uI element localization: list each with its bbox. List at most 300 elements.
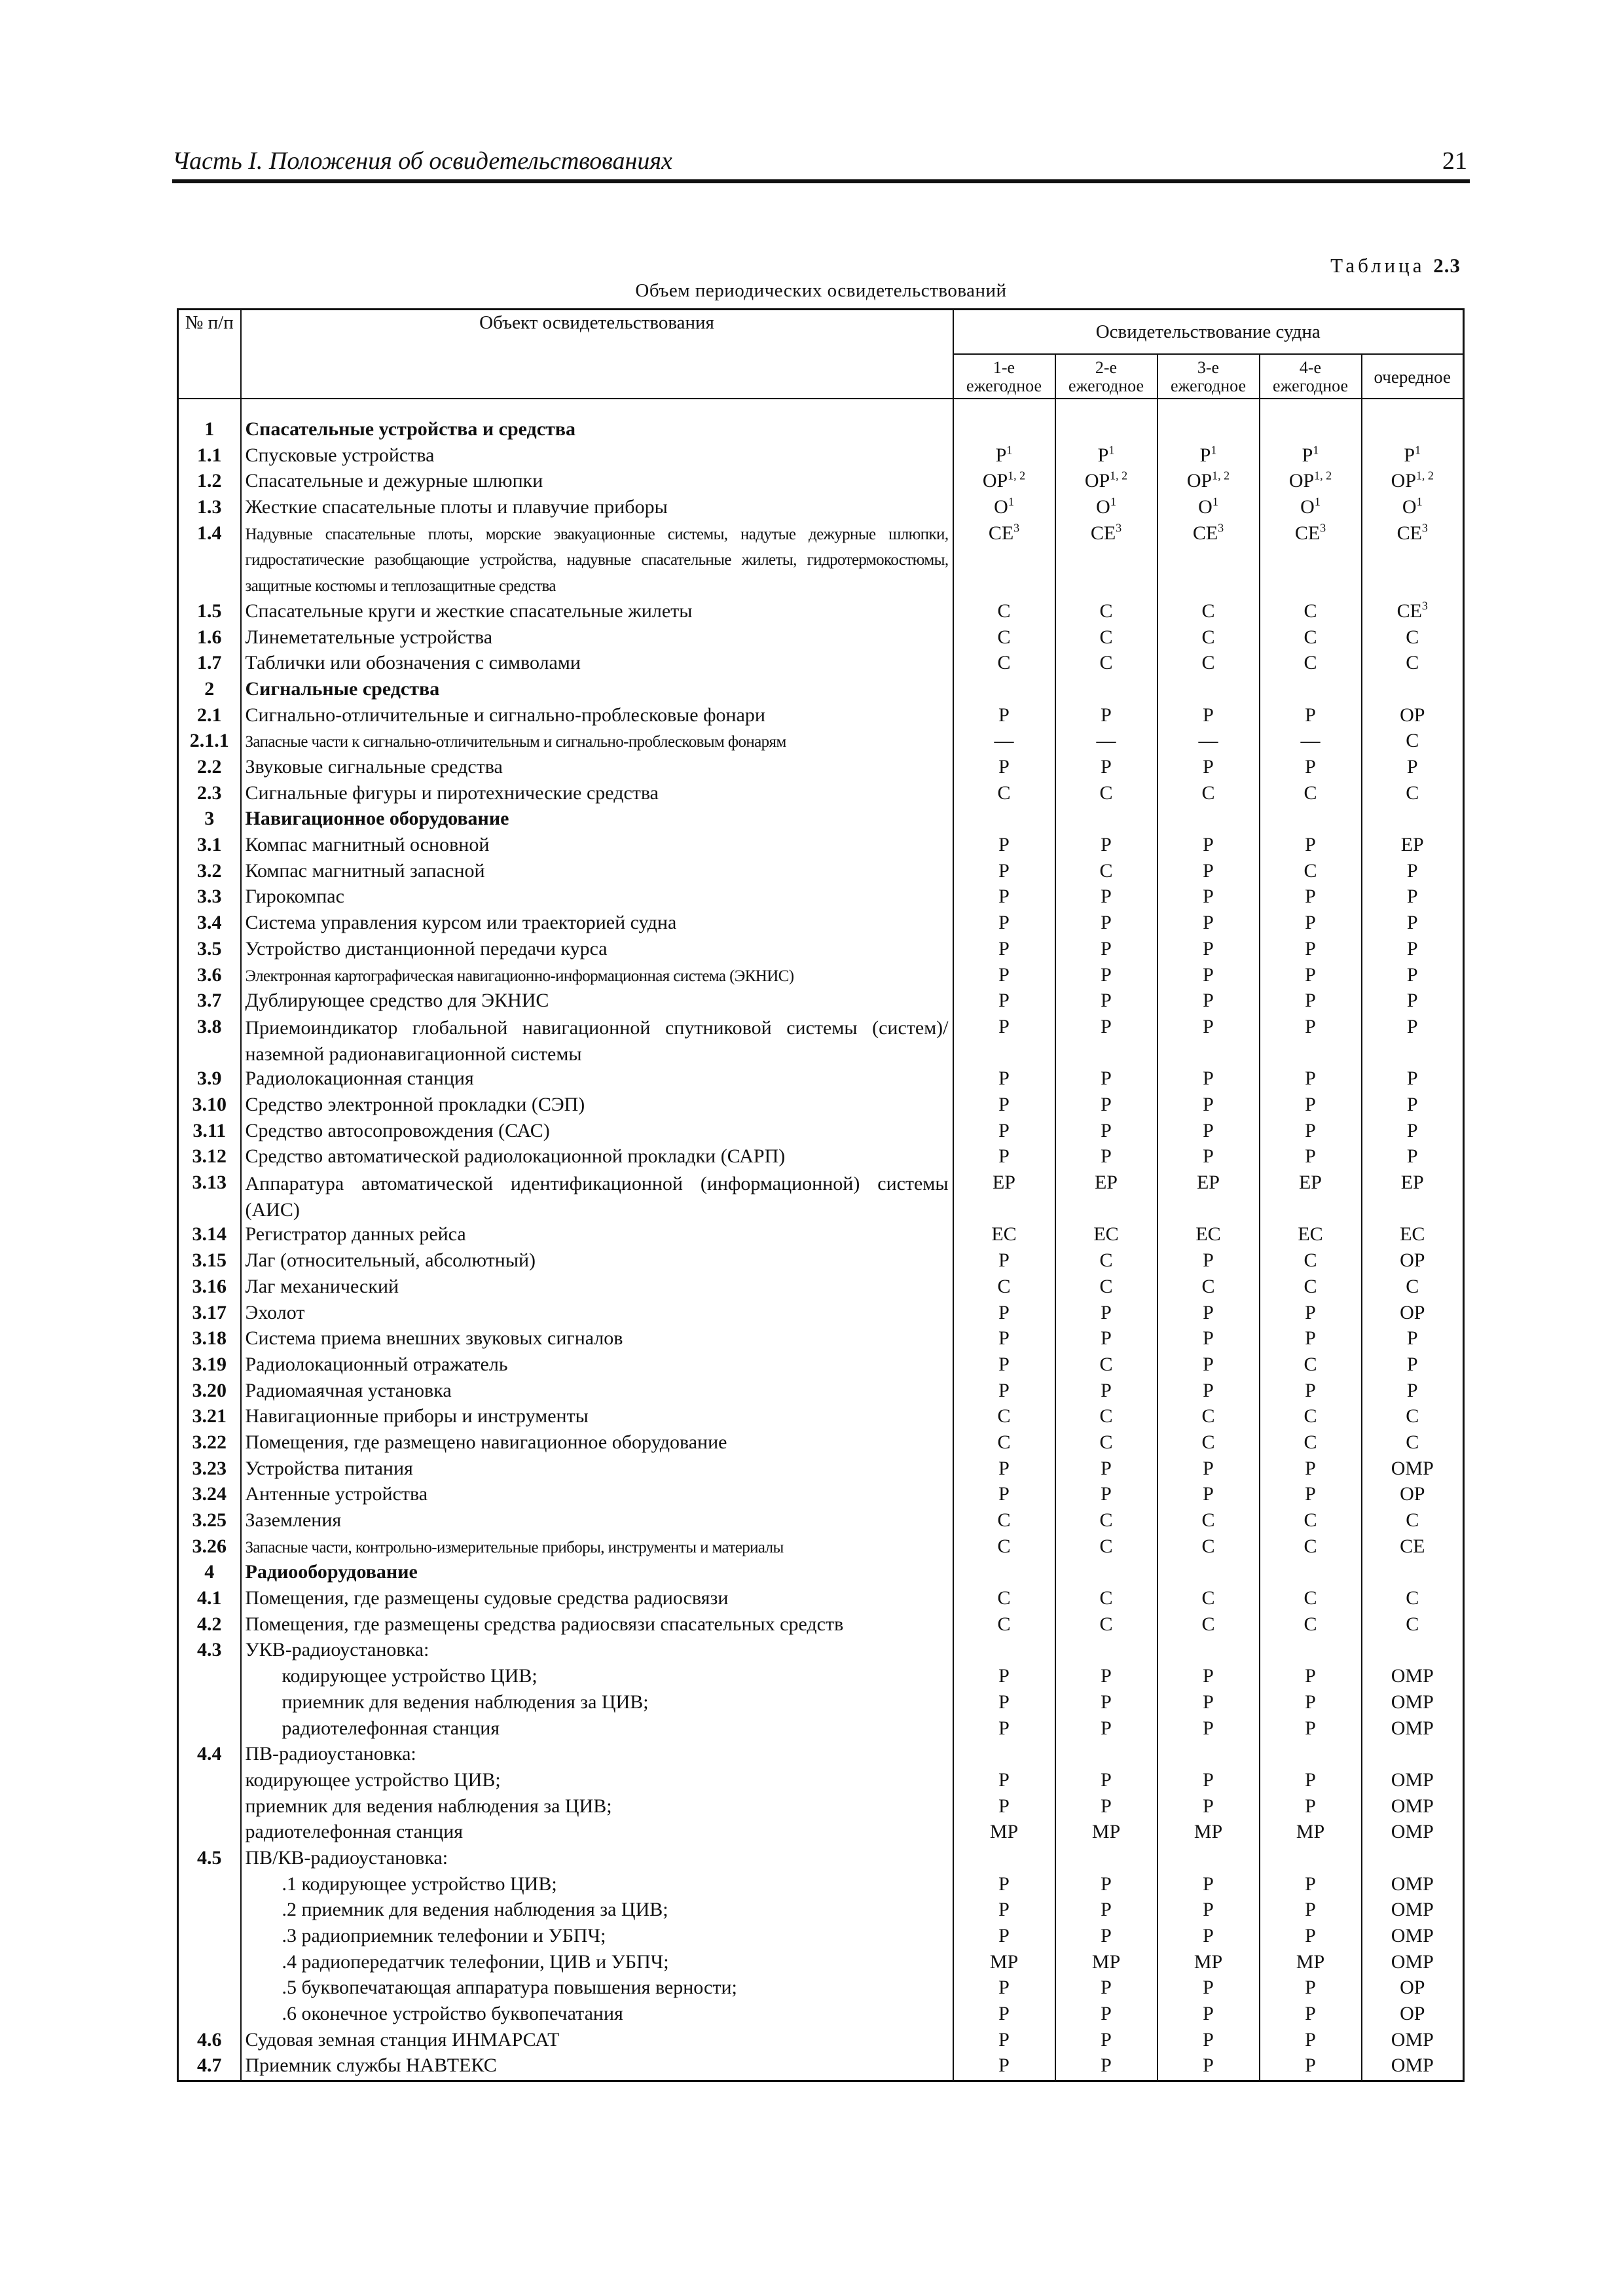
- survey-cell: C: [1055, 626, 1158, 652]
- survey-cell: P: [1158, 1795, 1260, 1821]
- table-row: [178, 1119, 1464, 1145]
- survey-cell: P: [1260, 1924, 1362, 1950]
- object-name: Средство автосопровождения (САС): [241, 1119, 953, 1145]
- object-name: кодирующее устройство ЦИВ;: [241, 1768, 953, 1795]
- survey-cell: EP: [1362, 1171, 1464, 1223]
- table-row: [178, 1820, 1464, 1846]
- table-row: [178, 963, 1464, 990]
- header-sub-4: [1260, 354, 1362, 399]
- table-title: Объем периодических освидетельствований: [635, 280, 1007, 301]
- row-number: 3.23: [178, 1457, 241, 1483]
- survey-cell: P: [1362, 859, 1464, 886]
- object-name: Приемник службы НАВТЕКС: [241, 2054, 953, 2081]
- table-row: [178, 807, 1464, 833]
- survey-cell: C: [1260, 1587, 1362, 1613]
- survey-cell: C: [1260, 1535, 1362, 1561]
- table-row: [178, 1587, 1464, 1613]
- survey-cell: P: [1260, 1093, 1362, 1119]
- survey-cell: P: [1260, 1691, 1362, 1717]
- survey-cell: P: [1055, 937, 1158, 963]
- survey-cell: C: [1055, 781, 1158, 808]
- survey-cell: P: [953, 1691, 1055, 1717]
- survey-code: CE: [1090, 522, 1116, 544]
- object-name: Навигационные приборы и инструменты: [241, 1405, 953, 1431]
- survey-cell: C: [1158, 1535, 1260, 1561]
- survey-cell: P: [953, 1119, 1055, 1145]
- table-row: [178, 1664, 1464, 1691]
- survey-cell: P: [1055, 989, 1158, 1015]
- table-row: [178, 1535, 1464, 1561]
- survey-cell: P: [1362, 1015, 1464, 1067]
- subheader-ordinal: 1-е: [993, 358, 1015, 377]
- header-sub-2: [1055, 354, 1158, 399]
- survey-cell: [1055, 1846, 1158, 1873]
- survey-cell: P: [1055, 1924, 1158, 1950]
- survey-cell: C: [1158, 1275, 1260, 1301]
- survey-cell: P: [1260, 1457, 1362, 1483]
- survey-cell: C: [1158, 1587, 1260, 1613]
- survey-cell: [1158, 444, 1260, 470]
- survey-cell: P: [1055, 1457, 1158, 1483]
- object-name: кодирующее устройство ЦИВ;: [241, 1664, 953, 1691]
- object-name: Радиолокационный отражатель: [241, 1353, 953, 1379]
- table-row: [178, 1275, 1464, 1301]
- footnote-ref: 1, 2: [1212, 469, 1230, 482]
- subheader-ordinal: 2-е: [1095, 358, 1118, 377]
- footnote-ref: 3: [1320, 521, 1326, 535]
- survey-cell: P: [953, 859, 1055, 886]
- table-row: [178, 833, 1464, 859]
- survey-cell: P: [953, 1898, 1055, 1924]
- table-row: [178, 1873, 1464, 1899]
- section-title: Радиооборудование: [241, 1560, 953, 1587]
- table-row: [178, 1560, 1464, 1587]
- survey-cell: P: [1260, 885, 1362, 911]
- object-name: Заземления: [241, 1509, 953, 1535]
- survey-cell: P: [1158, 1301, 1260, 1327]
- survey-cell: [1158, 522, 1260, 600]
- table-row: [178, 1717, 1464, 1743]
- survey-cell: C: [1158, 651, 1260, 677]
- row-number: 3.13: [178, 1171, 241, 1223]
- spacer-row: [178, 399, 1464, 418]
- table-row: [178, 1638, 1464, 1664]
- table-row: [178, 1353, 1464, 1379]
- table-label-word: Таблица: [1330, 254, 1425, 277]
- row-number: 3: [178, 807, 241, 833]
- table-row: [178, 755, 1464, 781]
- row-number: 4: [178, 1560, 241, 1587]
- survey-cell: [1362, 495, 1464, 522]
- survey-cell: C: [1362, 729, 1464, 755]
- row-number: 4.1: [178, 1587, 241, 1613]
- table-row: [178, 1067, 1464, 1093]
- survey-cell: P: [1158, 1482, 1260, 1509]
- survey-cell: P: [1158, 2028, 1260, 2054]
- survey-cell: P: [1158, 1457, 1260, 1483]
- survey-cell: [1055, 418, 1158, 444]
- table-row: [178, 1950, 1464, 1977]
- survey-cell: P: [1260, 1015, 1362, 1067]
- footnote-ref: 1: [1212, 495, 1218, 509]
- survey-cell: C: [1260, 1431, 1362, 1457]
- header-num-label: № п/п: [185, 312, 234, 333]
- object-name: ПВ-радиоустановка:: [241, 1742, 953, 1768]
- survey-cell: [1260, 418, 1362, 444]
- object-name: Компас магнитный запасной: [241, 859, 953, 886]
- survey-cell: P: [1158, 1976, 1260, 2002]
- running-title: Часть I. Положения об освидетельствованиях: [172, 147, 672, 175]
- survey-cell: [1362, 1742, 1464, 1768]
- survey-cell: P: [1260, 1664, 1362, 1691]
- survey-cell: [1158, 1846, 1260, 1873]
- table-row: [178, 495, 1464, 522]
- table-row: [178, 2054, 1464, 2081]
- survey-cell: [1158, 1742, 1260, 1768]
- survey-cell: MP: [1158, 1950, 1260, 1977]
- survey-code: CE: [1396, 600, 1422, 622]
- object-name: Помещения, где размещены судовые средства радиосвязи: [241, 1587, 953, 1613]
- survey-cell: [1260, 495, 1362, 522]
- survey-cell: P: [1158, 1119, 1260, 1145]
- survey-cell: C: [1362, 1509, 1464, 1535]
- row-number: 3.16: [178, 1275, 241, 1301]
- survey-cell: [1055, 677, 1158, 704]
- survey-cell: P: [1158, 1768, 1260, 1795]
- survey-cell: P: [953, 704, 1055, 730]
- survey-cell: [1260, 1846, 1362, 1873]
- survey-cell: P: [1362, 885, 1464, 911]
- header-survey-label: Освидетельствование судна: [1095, 321, 1321, 342]
- survey-cell: P: [1158, 1664, 1260, 1691]
- survey-cell: P: [1055, 2002, 1158, 2028]
- row-number: 2.1: [178, 704, 241, 730]
- survey-cell: MP: [1260, 1820, 1362, 1846]
- survey-cell: P: [1362, 989, 1464, 1015]
- survey-cell: P: [1260, 2028, 1362, 2054]
- survey-cell: C: [953, 626, 1055, 652]
- survey-cell: [1158, 1560, 1260, 1587]
- row-number: 3.11: [178, 1119, 241, 1145]
- survey-cell: P: [1260, 1898, 1362, 1924]
- survey-cell: C: [1158, 1613, 1260, 1639]
- survey-cell: MP: [1055, 1950, 1158, 1977]
- survey-cell: P: [1055, 1015, 1158, 1067]
- survey-cell: C: [1362, 1275, 1464, 1301]
- survey-cell: OMP: [1362, 1795, 1464, 1821]
- survey-cell: C: [953, 1587, 1055, 1613]
- survey-cell: P: [953, 1353, 1055, 1379]
- row-number: [178, 1820, 241, 1846]
- survey-code: P: [1302, 444, 1313, 466]
- row-number: [178, 1768, 241, 1795]
- survey-cell: P: [1055, 1119, 1158, 1145]
- row-number: 2.1.1: [178, 729, 241, 755]
- survey-cell: EC: [953, 1223, 1055, 1249]
- survey-code: OP: [1186, 470, 1213, 492]
- table-label-number: 2.3: [1433, 254, 1461, 277]
- survey-cell: C: [1260, 1275, 1362, 1301]
- survey-code: OP: [982, 470, 1008, 492]
- survey-cell: P: [1362, 1067, 1464, 1093]
- table-row: [178, 781, 1464, 808]
- page-header: [172, 145, 1470, 183]
- survey-cell: P: [1158, 1093, 1260, 1119]
- survey-cell: [1362, 1846, 1464, 1873]
- survey-cell: [953, 1638, 1055, 1664]
- survey-cell: MP: [1260, 1950, 1362, 1977]
- survey-cell: P: [953, 911, 1055, 937]
- survey-cell: P: [1055, 911, 1158, 937]
- footnote-ref: 1: [1006, 443, 1013, 456]
- row-number: 4.5: [178, 1846, 241, 1873]
- footnote-ref: 3: [1116, 521, 1122, 535]
- survey-cell: P: [1158, 1067, 1260, 1093]
- survey-cell: C: [1055, 1249, 1158, 1275]
- object-name: .6 оконечное устройство буквопечатания: [241, 2002, 953, 2028]
- survey-cell: P: [953, 1976, 1055, 2002]
- subheader-kind: ежегодное: [1068, 376, 1144, 395]
- row-number: 1.2: [178, 469, 241, 495]
- survey-cell: [1158, 677, 1260, 704]
- survey-cell: [1158, 495, 1260, 522]
- row-number: 3.26: [178, 1535, 241, 1561]
- survey-cell: P: [1362, 911, 1464, 937]
- row-number: [178, 1691, 241, 1717]
- survey-cell: [953, 677, 1055, 704]
- object-name: .1 кодирующее устройство ЦИВ;: [241, 1873, 953, 1899]
- row-number: 3.15: [178, 1249, 241, 1275]
- survey-code: O: [1096, 496, 1110, 518]
- table-row: [178, 1457, 1464, 1483]
- table-row: [178, 677, 1464, 704]
- survey-cell: P: [953, 989, 1055, 1015]
- survey-cell: [1362, 807, 1464, 833]
- survey-cell: C: [1362, 1587, 1464, 1613]
- survey-cell: [953, 1560, 1055, 1587]
- survey-cell: P: [953, 1015, 1055, 1067]
- survey-cell: P: [1362, 937, 1464, 963]
- subheader-kind: ежегодное: [1273, 376, 1348, 395]
- survey-cell: C: [1362, 626, 1464, 652]
- survey-cell: [1158, 807, 1260, 833]
- survey-cell: C: [1158, 1405, 1260, 1431]
- survey-cell: C: [953, 1431, 1055, 1457]
- survey-cell: P: [953, 963, 1055, 990]
- survey-cell: OMP: [1362, 2054, 1464, 2081]
- survey-cell: P: [953, 1067, 1055, 1093]
- object-name: Аппаратура автоматической идентификационной (информационной) системы (АИС): [241, 1171, 953, 1223]
- survey-cell: P: [1260, 755, 1362, 781]
- survey-cell: C: [953, 651, 1055, 677]
- object-name: Средство автоматической радиолокационной прокладки (САРП): [241, 1145, 953, 1171]
- survey-cell: OP: [1362, 704, 1464, 730]
- survey-cell: OMP: [1362, 2028, 1464, 2054]
- survey-cell: [1158, 469, 1260, 495]
- footnote-ref: 1, 2: [1008, 469, 1026, 482]
- survey-cell: C: [953, 600, 1055, 626]
- row-number: 3.25: [178, 1509, 241, 1535]
- table-row: [178, 1509, 1464, 1535]
- survey-cell: P: [1260, 1301, 1362, 1327]
- survey-cell: [1260, 1742, 1362, 1768]
- row-number: 4.3: [178, 1638, 241, 1664]
- survey-code: CE: [1294, 522, 1321, 544]
- table-row: [178, 1431, 1464, 1457]
- table-row: [178, 859, 1464, 886]
- spacer-cell: [1362, 399, 1464, 418]
- survey-cell: P: [1055, 833, 1158, 859]
- survey-code: O: [1198, 496, 1213, 518]
- survey-cell: P: [1260, 833, 1362, 859]
- survey-cell: P: [1158, 1691, 1260, 1717]
- object-name: Радиолокационная станция: [241, 1067, 953, 1093]
- row-number: 3.22: [178, 1431, 241, 1457]
- subheader-ordinal: 3-е: [1197, 358, 1220, 377]
- object-name: приемник для ведения наблюдения за ЦИВ;: [241, 1691, 953, 1717]
- header-object: [241, 310, 953, 399]
- survey-cell: [1055, 522, 1158, 600]
- row-number: [178, 1976, 241, 2002]
- survey-code: OP: [1084, 470, 1110, 492]
- survey-cell: P: [953, 1457, 1055, 1483]
- survey-code: CE: [988, 522, 1014, 544]
- survey-cell: C: [1055, 651, 1158, 677]
- table-row: [178, 1795, 1464, 1821]
- survey-cell: P: [953, 1924, 1055, 1950]
- survey-cell: C: [1260, 626, 1362, 652]
- survey-cell: [1055, 1638, 1158, 1664]
- footnote-ref: 1: [1008, 495, 1014, 509]
- survey-cell: P: [1158, 2002, 1260, 2028]
- survey-cell: C: [953, 1405, 1055, 1431]
- row-number: [178, 2002, 241, 2028]
- object-name: Антенные устройства: [241, 1482, 953, 1509]
- survey-cell: P: [1158, 937, 1260, 963]
- survey-cell: P: [953, 755, 1055, 781]
- footnote-ref: 3: [1013, 521, 1020, 535]
- survey-cell: C: [1260, 859, 1362, 886]
- object-name: УКВ-радиоустановка:: [241, 1638, 953, 1664]
- table-row: [178, 1976, 1464, 2002]
- survey-cell: [1362, 444, 1464, 470]
- survey-cell: P: [1260, 1482, 1362, 1509]
- survey-cell: P: [953, 1795, 1055, 1821]
- survey-cell: P: [1158, 911, 1260, 937]
- row-number: 4.7: [178, 2054, 241, 2081]
- object-name: Помещения, где размещены средства радиосвязи спасательных средств: [241, 1613, 953, 1639]
- survey-cell: C: [1055, 1405, 1158, 1431]
- survey-cell: OMP: [1362, 1924, 1464, 1950]
- survey-cell: OP: [1362, 1249, 1464, 1275]
- footnote-ref: 1, 2: [1415, 469, 1434, 482]
- survey-cell: OMP: [1362, 1664, 1464, 1691]
- object-name: Радиомаячная установка: [241, 1379, 953, 1405]
- survey-cell: C: [1260, 1405, 1362, 1431]
- object-name: .4 радиопередатчик телефонии, ЦИВ и УБПЧ;: [241, 1950, 953, 1977]
- object-name: Средство электронной прокладки (СЭП): [241, 1093, 953, 1119]
- survey-cell: C: [953, 781, 1055, 808]
- survey-cell: [1260, 1560, 1362, 1587]
- survey-cell: P: [1055, 2028, 1158, 2054]
- survey-cell: MP: [1158, 1820, 1260, 1846]
- survey-cell: [1158, 1638, 1260, 1664]
- survey-cell: P: [1260, 1873, 1362, 1899]
- survey-cell: OP: [1362, 1482, 1464, 1509]
- survey-cell: C: [1260, 600, 1362, 626]
- survey-cell: C: [1260, 1509, 1362, 1535]
- survey-cell: P: [1055, 704, 1158, 730]
- object-name: Приемоиндикатор глобальной навигационной спутниковой системы (систем)/наземной радионавигационной системы: [241, 1015, 953, 1067]
- survey-cell: EP: [1260, 1171, 1362, 1223]
- spacer-cell: [1158, 399, 1260, 418]
- row-number: 3.2: [178, 859, 241, 886]
- survey-cell: MP: [953, 1820, 1055, 1846]
- footnote-ref: 1: [1211, 443, 1217, 456]
- object-name: Спусковые устройства: [241, 444, 953, 470]
- object-name: Таблички или обозначения с символами: [241, 651, 953, 677]
- table-row: [178, 1249, 1464, 1275]
- survey-cell: P: [1260, 989, 1362, 1015]
- row-number: 3.4: [178, 911, 241, 937]
- section-title: Сигнальные средства: [241, 677, 953, 704]
- survey-cell: [1055, 444, 1158, 470]
- survey-cell: P: [1055, 1717, 1158, 1743]
- survey-cell: P: [1158, 1379, 1260, 1405]
- row-number: 4.2: [178, 1613, 241, 1639]
- table-row: [178, 1691, 1464, 1717]
- survey-cell: P: [953, 1327, 1055, 1353]
- table-row: [178, 937, 1464, 963]
- survey-cell: P: [1260, 2002, 1362, 2028]
- survey-cell: [1260, 807, 1362, 833]
- row-number: 2: [178, 677, 241, 704]
- survey-cell: P: [1055, 1795, 1158, 1821]
- survey-cell: [1055, 469, 1158, 495]
- table-row: [178, 600, 1464, 626]
- row-number: 3.21: [178, 1405, 241, 1431]
- survey-cell: [1055, 495, 1158, 522]
- survey-cell: P: [1158, 1145, 1260, 1171]
- survey-cell: —: [1260, 729, 1362, 755]
- survey-cell: P: [1055, 1768, 1158, 1795]
- survey-cell: C: [1362, 1431, 1464, 1457]
- table-row: [178, 1015, 1464, 1067]
- object-name: Система управления курсом или траекторией судна: [241, 911, 953, 937]
- survey-cell: [1055, 1742, 1158, 1768]
- survey-cell: [1055, 807, 1158, 833]
- table-row: [178, 1742, 1464, 1768]
- table-row: [178, 1482, 1464, 1509]
- object-name: Сигнально-отличительные и сигнально-проблесковые фонари: [241, 704, 953, 730]
- survey-cell: OMP: [1362, 1717, 1464, 1743]
- table-label: [1330, 254, 1461, 278]
- survey-cell: P: [1260, 1976, 1362, 2002]
- survey-cell: [953, 495, 1055, 522]
- survey-cell: OP: [1362, 1976, 1464, 2002]
- footnote-ref: 3: [1421, 599, 1428, 613]
- survey-cell: P: [953, 1301, 1055, 1327]
- survey-cell: P: [1260, 1119, 1362, 1145]
- survey-cell: P: [1158, 704, 1260, 730]
- object-name: Запасные части, контрольно-измерительные приборы, инструменты и материалы: [241, 1535, 953, 1561]
- survey-cell: P: [1158, 1353, 1260, 1379]
- survey-cell: P: [1055, 1482, 1158, 1509]
- survey-cell: C: [1260, 1613, 1362, 1639]
- survey-cell: OMP: [1362, 1820, 1464, 1846]
- object-name: Спасательные круги и жесткие спасательные жилеты: [241, 600, 953, 626]
- object-name: .5 буквопечатающая аппаратура повышения верности;: [241, 1976, 953, 2002]
